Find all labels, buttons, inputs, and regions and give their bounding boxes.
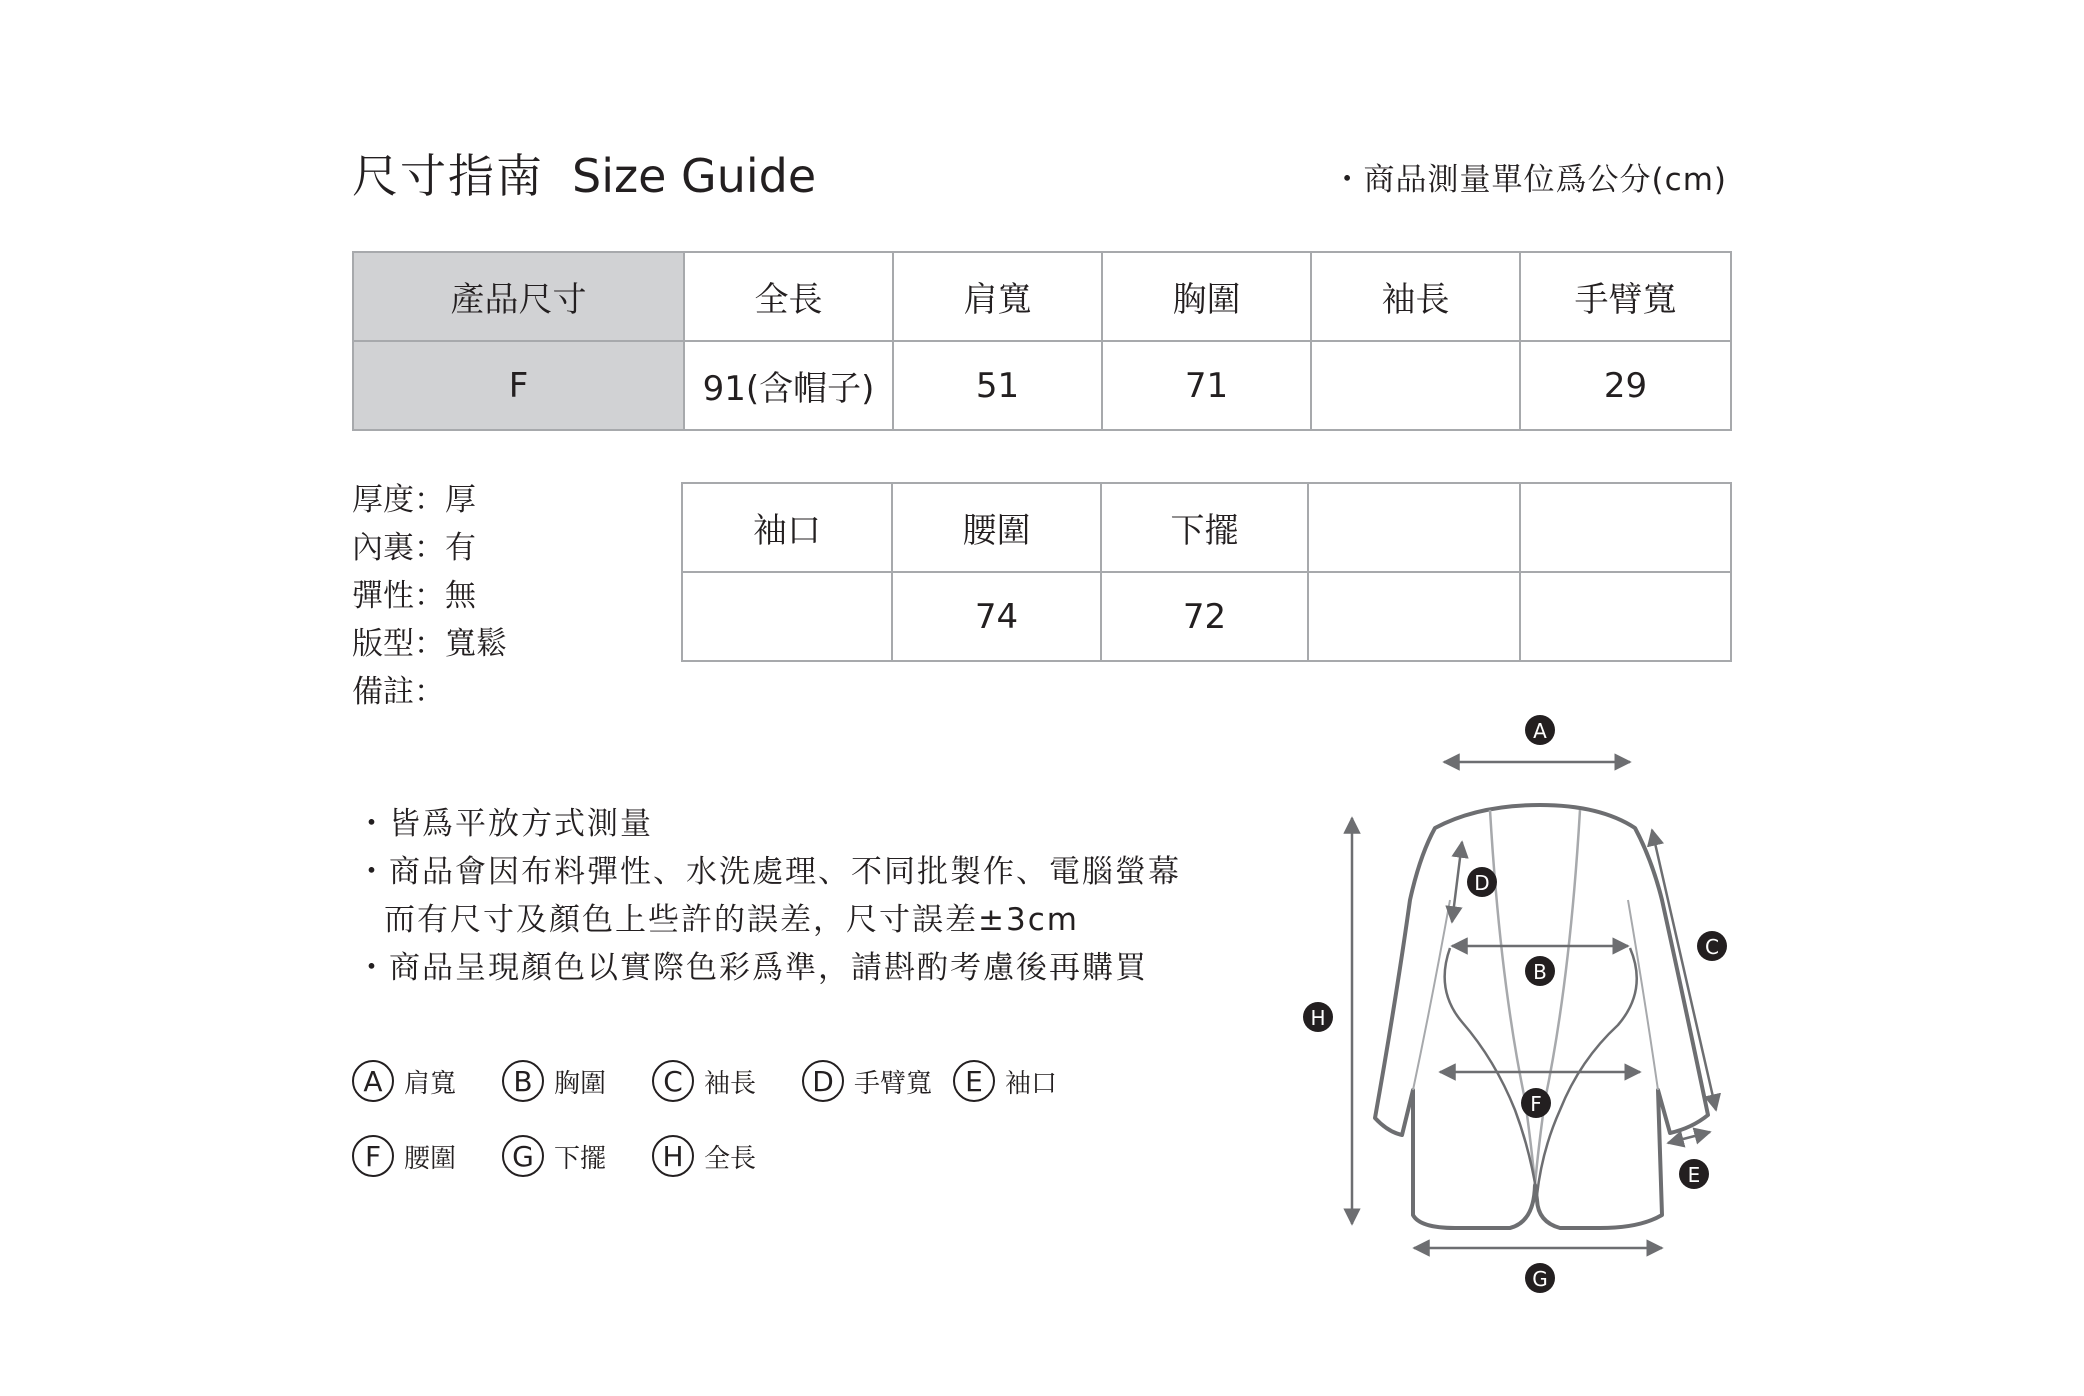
svg-text:A: A	[1533, 719, 1547, 743]
table-cell: 91(含帽子)	[684, 341, 893, 430]
marker-h	[1303, 1002, 1333, 1032]
svg-text:C: C	[1705, 935, 1719, 959]
spec-fit: 版型：寬鬆	[352, 626, 507, 662]
legend-label: 袖長	[704, 1068, 757, 1099]
legend-item-d	[802, 1060, 932, 1102]
legend-letter-f: F	[352, 1135, 394, 1177]
svg-text:F: F	[1530, 1092, 1542, 1116]
marker-f	[1521, 1088, 1551, 1118]
legend-label: 肩寬	[404, 1068, 457, 1099]
legend-letter-b: B	[502, 1060, 544, 1102]
lapel-left	[1490, 810, 1535, 1185]
size-table-secondary	[681, 482, 1732, 662]
marker-e	[1679, 1159, 1709, 1189]
title-zh: 尺寸指南	[352, 149, 544, 203]
legend-item-e	[953, 1060, 1057, 1102]
legend-letter-a: A	[352, 1060, 394, 1102]
svg-text:E: E	[1687, 1163, 1701, 1187]
table-cell: F	[353, 341, 684, 430]
table-cell: 51	[893, 341, 1102, 430]
table-header-cell: 手臂寬	[1520, 252, 1731, 341]
marker-g	[1525, 1263, 1555, 1293]
table-header-cell: 產品尺寸	[353, 252, 684, 341]
marker-d	[1467, 867, 1497, 897]
table-header-cell: 肩寬	[893, 252, 1102, 341]
table-header-cell	[1308, 483, 1520, 572]
arrow-sleeve-length	[1652, 830, 1716, 1110]
note-line: ・皆爲平放方式測量	[356, 806, 653, 842]
table-cell: 71	[1102, 341, 1311, 430]
legend-item-f	[352, 1135, 456, 1177]
legend-item-c	[652, 1060, 756, 1102]
legend-item-a	[352, 1060, 456, 1102]
spec-elasticity: 彈性：無	[352, 578, 476, 614]
table-row	[353, 341, 1731, 430]
table-cell: 72	[1101, 572, 1308, 661]
marker-c	[1697, 931, 1727, 961]
svg-text:H: H	[1310, 1006, 1326, 1030]
spec-lining: 內裏：有	[352, 530, 476, 566]
marker-a	[1525, 715, 1555, 745]
table-header-cell: 胸圍	[1102, 252, 1311, 341]
table-row	[682, 572, 1731, 661]
spec-remarks: 備註：	[352, 674, 445, 710]
legend-label: 全長	[704, 1143, 757, 1174]
legend-label: 胸圍	[554, 1068, 607, 1099]
garment-diagram	[1280, 700, 1750, 1320]
sleeve-line-left	[1413, 900, 1450, 1090]
marker-b	[1525, 956, 1555, 986]
table-cell	[1520, 572, 1731, 661]
measurement-notes	[356, 800, 1181, 992]
table-header-row	[353, 252, 1731, 341]
title-en: Size Guide	[572, 149, 817, 203]
size-table-main	[352, 251, 1732, 431]
table-cell	[1308, 572, 1520, 661]
legend-label: 下擺	[554, 1143, 607, 1174]
table-header-cell: 全長	[684, 252, 893, 341]
legend-letter-c: C	[652, 1060, 694, 1102]
unit-note: ・商品測量單位爲公分(cm)	[1331, 162, 1727, 198]
table-cell	[682, 572, 892, 661]
legend-item-b	[502, 1060, 606, 1102]
table-cell: 29	[1520, 341, 1731, 430]
table-header-cell: 腰圍	[892, 483, 1101, 572]
table-cell	[1311, 341, 1520, 430]
legend-letter-d: D	[802, 1060, 844, 1102]
svg-text:B: B	[1533, 960, 1547, 984]
arrow-arm-width	[1452, 842, 1462, 922]
table-header-cell: 袖口	[682, 483, 892, 572]
table-header-cell	[1520, 483, 1731, 572]
legend-item-g	[502, 1135, 606, 1177]
fabric-specs	[352, 476, 507, 716]
legend-label: 手臂寬	[854, 1068, 933, 1099]
table-header-row	[682, 483, 1731, 572]
lapel-right	[1535, 810, 1580, 1185]
svg-text:D: D	[1474, 871, 1490, 895]
table-header-cell: 下擺	[1101, 483, 1308, 572]
note-line: ・商品呈現顏色以實際色彩爲準，請斟酌考慮後再購買	[356, 950, 1148, 986]
table-header-cell: 袖長	[1311, 252, 1520, 341]
legend-letter-e: E	[953, 1060, 995, 1102]
legend-letter-g: G	[502, 1135, 544, 1177]
sleeve-line-right	[1628, 900, 1658, 1090]
legend-label: 腰圍	[404, 1143, 457, 1174]
svg-text:G: G	[1532, 1267, 1548, 1291]
legend-label: 袖口	[1005, 1068, 1058, 1099]
page-title	[352, 140, 816, 206]
table-cell: 74	[892, 572, 1101, 661]
legend-letter-h: H	[652, 1135, 694, 1177]
spec-thickness: 厚度：厚	[352, 482, 476, 518]
legend-item-h	[652, 1135, 756, 1177]
note-line: 而有尺寸及顏色上些許的誤差，尺寸誤差±3cm	[384, 902, 1079, 938]
note-line: ・商品會因布料彈性、水洗處理、不同批製作、電腦螢幕	[356, 854, 1181, 890]
